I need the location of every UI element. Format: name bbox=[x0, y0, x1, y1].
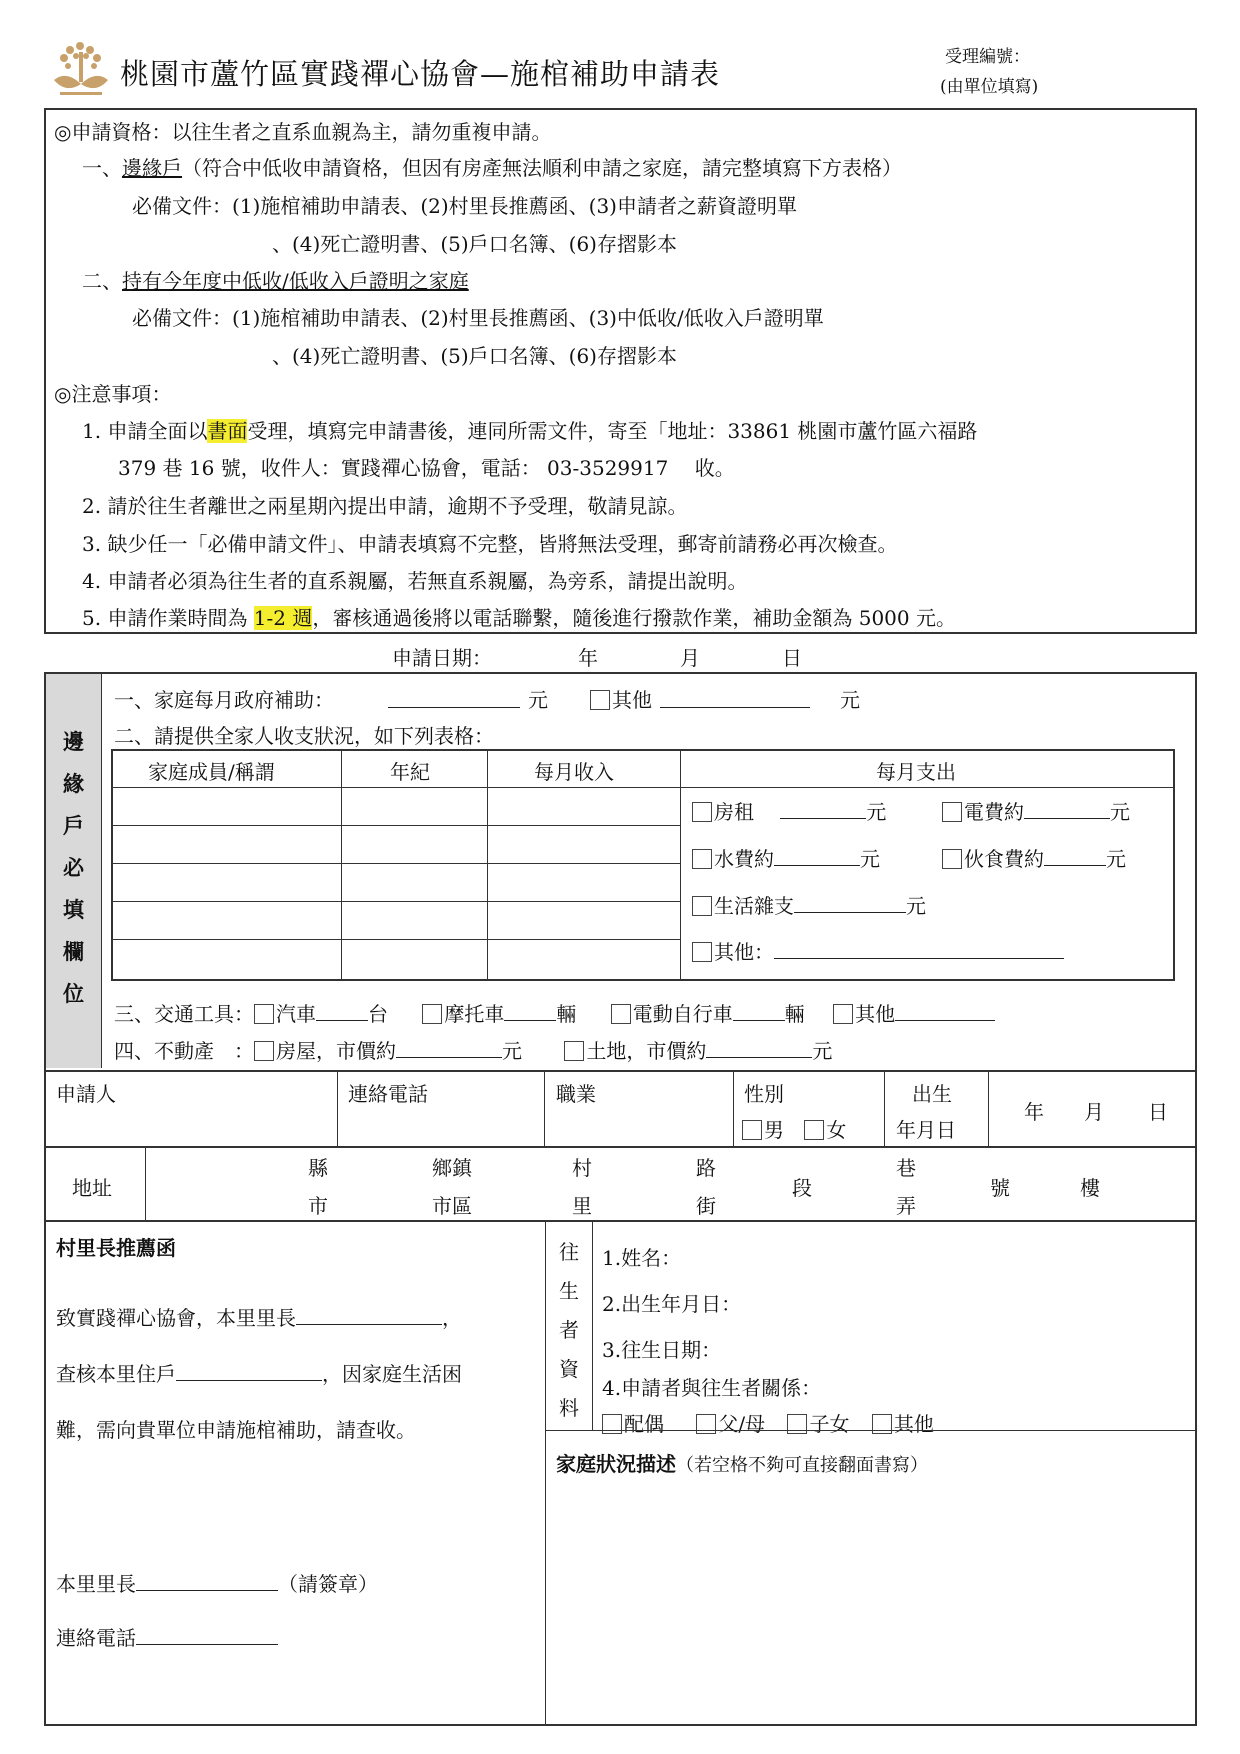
recommend-line-2-a: 查核本里住戶 bbox=[56, 1362, 176, 1386]
col-divider-3 bbox=[680, 749, 681, 981]
family-desc-note: （若空格不夠可直接翻面書寫） bbox=[676, 1455, 928, 1476]
type-2-docs-line-2: 、(4)死亡證明書、(5)戶口名簿、(6)存摺影本 bbox=[272, 344, 677, 368]
expense-other bbox=[692, 936, 1064, 965]
birth-year[interactable]: 年 bbox=[1024, 1100, 1044, 1124]
addr-number: 號 bbox=[990, 1176, 1010, 1200]
addr-road-1: 路 bbox=[696, 1156, 716, 1180]
electric-unit: 元 bbox=[1110, 800, 1130, 824]
col-header-age: 年紀 bbox=[390, 760, 430, 784]
expense-food bbox=[942, 843, 1126, 872]
chief-phone-input[interactable] bbox=[136, 1627, 278, 1645]
misc-unit: 元 bbox=[906, 894, 926, 918]
divider bbox=[545, 1220, 546, 1726]
address-label: 地址 bbox=[72, 1176, 112, 1200]
addr-lane-2: 弄 bbox=[896, 1194, 916, 1218]
type-1-desc: （符合中低收申請資格，但因有房產無法順利申請之家庭，請完整填寫下方表格） bbox=[182, 156, 902, 180]
female-checkbox[interactable] bbox=[804, 1120, 824, 1140]
side-label-char: 欄 bbox=[63, 939, 84, 964]
notes-heading: ◎注意事項： bbox=[54, 382, 172, 406]
addr-village-2: 里 bbox=[572, 1194, 592, 1218]
vehicle-other-input[interactable] bbox=[895, 1003, 995, 1021]
income-cell[interactable] bbox=[489, 827, 680, 862]
row-divider bbox=[111, 825, 681, 826]
member-cell[interactable] bbox=[113, 865, 341, 900]
village-chief-input[interactable] bbox=[296, 1307, 442, 1325]
other-expense-label: 其他： bbox=[714, 940, 774, 964]
member-cell[interactable] bbox=[113, 903, 341, 938]
q2-label: 二、請提供全家人收支狀況，如下列表格： bbox=[114, 724, 494, 748]
type-1-docs-line-1: 必備文件：(1)施棺補助申請表、(2)村里長推薦函、(3)申請者之薪資證明單 bbox=[132, 194, 797, 218]
q4-property bbox=[114, 1035, 832, 1064]
age-cell[interactable] bbox=[343, 941, 487, 976]
q1-other-unit: 元 bbox=[840, 688, 860, 712]
deceased-label-char: 料 bbox=[559, 1396, 579, 1420]
q1-other bbox=[590, 684, 652, 713]
sign-note: （請簽章） bbox=[278, 1572, 378, 1596]
type-1-title: 邊緣戶 bbox=[122, 156, 182, 180]
water-label: 水費約 bbox=[714, 847, 774, 871]
divider bbox=[592, 1220, 593, 1430]
car-checkbox[interactable] bbox=[254, 1004, 274, 1024]
side-label-char: 位 bbox=[63, 981, 84, 1006]
recommend-line-1-b: ， bbox=[442, 1306, 462, 1330]
eligibility-heading: ◎申請資格：以往生者之直系血親為主，請勿重複申請。 bbox=[54, 120, 552, 144]
land-label: 土地，市價約 bbox=[586, 1039, 707, 1063]
type-2-docs-line-1: 必備文件：(1)施棺補助申請表、(2)村里長推薦函、(3)中低收/低收入戶證明單 bbox=[132, 306, 824, 330]
relation-label: 4.申請者與往生者關係： bbox=[602, 1376, 822, 1400]
age-cell[interactable] bbox=[343, 789, 487, 824]
q1-other-label: 其他 bbox=[612, 688, 652, 712]
divider bbox=[44, 1220, 1197, 1222]
child-checkbox[interactable] bbox=[787, 1414, 807, 1434]
house-checkbox[interactable] bbox=[254, 1041, 274, 1061]
vehicle-other-label: 其他 bbox=[855, 1002, 896, 1026]
electric-input[interactable] bbox=[1024, 801, 1110, 819]
note-5-text-a: 5. 申請作業時間為 bbox=[82, 606, 254, 630]
income-cell[interactable] bbox=[489, 789, 680, 824]
apply-date-year[interactable]: 年 bbox=[578, 646, 598, 670]
house-label: 房屋，市價約 bbox=[276, 1039, 396, 1063]
gender-label: 性別 bbox=[744, 1082, 784, 1106]
other-expense-checkbox[interactable] bbox=[692, 942, 712, 962]
ebike-checkbox[interactable] bbox=[611, 1004, 631, 1024]
chief-signature-input[interactable] bbox=[136, 1573, 278, 1591]
deceased-death-date[interactable]: 3.往生日期： bbox=[602, 1338, 722, 1362]
water-unit: 元 bbox=[860, 847, 880, 871]
type-2-title: 持有今年度中低收/低收入戶證明之家庭 bbox=[122, 269, 469, 293]
electric-label: 電費約 bbox=[964, 800, 1024, 824]
car-label: 汽車 bbox=[276, 1002, 316, 1026]
house-unit: 元 bbox=[502, 1039, 522, 1063]
birth-label-1: 出生 bbox=[912, 1082, 952, 1106]
ebike-input[interactable] bbox=[733, 1003, 785, 1021]
rent-label: 房租 bbox=[714, 800, 754, 824]
q3-label: 三、交通工具： bbox=[114, 1002, 254, 1026]
addr-road-2: 街 bbox=[696, 1194, 716, 1218]
addr-town-2: 市區 bbox=[432, 1194, 472, 1218]
divider bbox=[988, 1070, 989, 1146]
addr-town-1: 鄉鎮 bbox=[432, 1156, 472, 1180]
expense-water bbox=[692, 843, 880, 872]
row-divider bbox=[111, 939, 681, 940]
q3-vehicles bbox=[114, 998, 995, 1027]
tree-logo-icon bbox=[52, 40, 110, 96]
divider bbox=[337, 1070, 338, 1146]
chief-phone-label: 連絡電話 bbox=[56, 1626, 136, 1650]
note-1 bbox=[82, 415, 977, 444]
rent-input[interactable] bbox=[780, 801, 866, 819]
birth-day[interactable]: 日 bbox=[1148, 1100, 1168, 1124]
applicant-phone-field[interactable] bbox=[342, 1104, 538, 1142]
spouse-label: 配偶 bbox=[624, 1412, 664, 1436]
relation-options bbox=[602, 1408, 1038, 1437]
logo bbox=[52, 40, 110, 96]
car-unit: 台 bbox=[368, 1002, 388, 1026]
ebike-label: 電動自行車 bbox=[632, 1002, 733, 1026]
case-number-label: 受理編號： bbox=[945, 47, 1030, 67]
applicant-job-label: 職業 bbox=[556, 1082, 596, 1106]
gov-subsidy-input[interactable] bbox=[388, 690, 520, 708]
male-label: 男 bbox=[764, 1118, 784, 1142]
relation-other-checkbox[interactable] bbox=[872, 1414, 892, 1434]
note-1-cont: 379 巷 16 號，收件人：實踐禪心協會，電話： 03-3529917 收。 bbox=[118, 456, 735, 480]
case-number-note: (由單位填寫) bbox=[940, 77, 1039, 97]
q4-label: 四、不動產 ： bbox=[114, 1039, 254, 1063]
note-3: 3. 缺少任一「必備申請文件」、申請表填寫不完整，皆將無法受理，郵寄前請務必再次檢查。 bbox=[82, 532, 898, 556]
address-field[interactable] bbox=[150, 1150, 1190, 1216]
expense-electric bbox=[942, 796, 1130, 825]
apply-date-month[interactable]: 月 bbox=[680, 646, 700, 670]
divider bbox=[884, 1070, 885, 1146]
apply-date-label: 申請日期： bbox=[392, 646, 492, 670]
applicant-name-field[interactable] bbox=[50, 1104, 332, 1142]
marginal-side-label bbox=[46, 674, 102, 1068]
parent-checkbox[interactable] bbox=[696, 1414, 716, 1434]
member-cell[interactable] bbox=[113, 827, 341, 862]
note-1-text-b: 受理，填寫完申請書後，連同所需文件，寄至「地址：33861 桃園市蘆竹區六福路 bbox=[247, 419, 978, 443]
water-checkbox[interactable] bbox=[692, 849, 712, 869]
divider bbox=[44, 1146, 1197, 1148]
other-subsidy-input[interactable] bbox=[660, 690, 810, 708]
col-header-expense: 每月支出 bbox=[876, 760, 956, 784]
addr-county-2: 市 bbox=[308, 1194, 328, 1218]
col-header-member: 家庭成員/稱謂 bbox=[148, 760, 275, 784]
divider bbox=[733, 1070, 734, 1146]
recommend-title: 村里長推薦函 bbox=[56, 1236, 176, 1260]
rent-checkbox[interactable] bbox=[692, 802, 712, 822]
q1-unit: 元 bbox=[528, 688, 548, 712]
deceased-label-char: 往 bbox=[559, 1240, 579, 1264]
recommend-phone bbox=[56, 1622, 278, 1651]
rent-unit: 元 bbox=[866, 800, 887, 824]
land-unit: 元 bbox=[812, 1039, 833, 1063]
side-label-char: 戶 bbox=[63, 813, 84, 838]
expense-rent bbox=[692, 796, 886, 825]
expense-misc bbox=[692, 890, 926, 919]
note-5-text-b: ，審核通過後將以電話聯繫，隨後進行撥款作業，補助金額為 5000 元。 bbox=[312, 606, 956, 630]
row-divider bbox=[111, 901, 681, 902]
deceased-label-char: 生 bbox=[559, 1279, 579, 1303]
addr-lane-1: 巷 bbox=[896, 1156, 916, 1180]
side-label-char: 必 bbox=[63, 855, 84, 880]
divider bbox=[44, 1070, 1197, 1072]
male-checkbox[interactable] bbox=[742, 1120, 762, 1140]
family-desc-textarea[interactable] bbox=[552, 1484, 1192, 1720]
female-label: 女 bbox=[826, 1118, 847, 1142]
ebike-unit: 輛 bbox=[784, 1002, 805, 1026]
food-input[interactable] bbox=[1044, 848, 1106, 866]
recommend-line-2 bbox=[56, 1358, 462, 1387]
misc-input[interactable] bbox=[794, 895, 906, 913]
house-value-input[interactable] bbox=[396, 1040, 502, 1058]
deceased-label-char: 者 bbox=[559, 1318, 579, 1342]
note-5 bbox=[82, 602, 956, 631]
note-5-highlight: 1-2 週 bbox=[253, 606, 313, 630]
member-cell[interactable] bbox=[113, 941, 341, 976]
birth-month[interactable]: 月 bbox=[1084, 1100, 1104, 1124]
food-unit: 元 bbox=[1106, 847, 1126, 871]
other-expense-input[interactable] bbox=[774, 941, 1064, 959]
moto-checkbox[interactable] bbox=[422, 1004, 442, 1024]
apply-date-day[interactable]: 日 bbox=[782, 646, 802, 670]
birth-label-2: 年月日 bbox=[896, 1118, 956, 1142]
recommend-line-2-b: ，因家庭生活困 bbox=[322, 1362, 462, 1386]
land-checkbox[interactable] bbox=[564, 1041, 584, 1061]
deceased-birth[interactable]: 2.出生年月日： bbox=[602, 1292, 742, 1316]
col-divider-1 bbox=[341, 749, 342, 981]
note-4: 4. 申請者必須為往生者的直系親屬，若無直系親屬，為旁系，請提出說明。 bbox=[82, 569, 748, 593]
col-divider-2 bbox=[487, 749, 488, 981]
family-desc-title: 家庭狀況描述 bbox=[556, 1452, 676, 1476]
recommend-line-1-a: 致實踐禪心協會，本里里長 bbox=[56, 1306, 296, 1330]
form-title: 桃園市蘆竹區實踐禪心協會—施棺補助申請表 bbox=[120, 57, 721, 91]
moto-input[interactable] bbox=[504, 1003, 556, 1021]
misc-checkbox[interactable] bbox=[692, 896, 712, 916]
addr-village-1: 村 bbox=[572, 1156, 592, 1180]
electric-checkbox[interactable] bbox=[942, 802, 962, 822]
water-input[interactable] bbox=[774, 848, 860, 866]
moto-label: 摩托車 bbox=[444, 1002, 505, 1026]
recommend-line-1 bbox=[56, 1302, 462, 1331]
divider bbox=[544, 1070, 545, 1146]
vehicle-other-checkbox[interactable] bbox=[833, 1004, 853, 1024]
row-divider bbox=[111, 863, 681, 864]
note-2: 2. 請於往生者離世之兩星期內提出申請，逾期不予受理，敬請見諒。 bbox=[82, 494, 688, 518]
note-1-highlight: 書面 bbox=[207, 419, 248, 443]
age-cell[interactable] bbox=[343, 865, 487, 900]
family-desc-heading bbox=[556, 1448, 928, 1477]
deceased-label-char: 資 bbox=[559, 1357, 579, 1381]
col-header-income: 每月收入 bbox=[534, 760, 614, 784]
q1-label: 一、家庭每月政府補助： bbox=[114, 688, 334, 712]
type-1-prefix: 一、 bbox=[82, 156, 122, 180]
land-value-input[interactable] bbox=[706, 1040, 812, 1058]
resident-input[interactable] bbox=[176, 1363, 322, 1381]
parent-label: 父/母 bbox=[718, 1412, 766, 1436]
applicant-name-label: 申請人 bbox=[56, 1082, 116, 1106]
addr-section: 段 bbox=[792, 1176, 812, 1200]
income-cell[interactable] bbox=[489, 941, 680, 976]
deceased-name[interactable]: 1.姓名： bbox=[602, 1246, 682, 1270]
income-cell[interactable] bbox=[489, 903, 680, 938]
misc-label: 生活雜支 bbox=[714, 894, 794, 918]
other-subsidy-checkbox[interactable] bbox=[590, 690, 610, 710]
recommend-line-3: 難，需向貴單位申請施棺補助，請查收。 bbox=[56, 1418, 416, 1442]
food-checkbox[interactable] bbox=[942, 849, 962, 869]
applicant-job-field[interactable] bbox=[550, 1104, 728, 1142]
note-1-text-a: 1. 申請全面以 bbox=[82, 419, 208, 443]
side-label-char: 緣 bbox=[63, 771, 84, 796]
eligibility-type-1 bbox=[82, 152, 902, 181]
age-cell[interactable] bbox=[343, 903, 487, 938]
header-divider bbox=[111, 787, 1175, 788]
type-1-docs-line-2: 、(4)死亡證明書、(5)戶口名簿、(6)存摺影本 bbox=[272, 232, 677, 256]
addr-floor: 樓 bbox=[1080, 1176, 1100, 1200]
gender-options bbox=[742, 1114, 846, 1143]
sign-label: 本里里長 bbox=[56, 1572, 136, 1596]
deceased-side-label bbox=[547, 1236, 591, 1421]
child-label: 子女 bbox=[809, 1412, 850, 1436]
recommend-sign bbox=[56, 1568, 378, 1597]
divider bbox=[545, 1430, 1197, 1431]
addr-county-1: 縣 bbox=[308, 1156, 328, 1180]
applicant-phone-label: 連絡電話 bbox=[348, 1082, 428, 1106]
income-cell[interactable] bbox=[489, 865, 680, 900]
spouse-checkbox[interactable] bbox=[602, 1414, 622, 1434]
food-label: 伙食費約 bbox=[964, 847, 1044, 871]
eligibility-type-2 bbox=[82, 265, 469, 294]
divider bbox=[145, 1146, 146, 1220]
relation-other-label: 其他 bbox=[893, 1412, 934, 1436]
age-cell[interactable] bbox=[343, 827, 487, 862]
side-label-char: 填 bbox=[63, 897, 84, 922]
member-cell[interactable] bbox=[113, 789, 341, 824]
car-input[interactable] bbox=[316, 1003, 368, 1021]
moto-unit: 輛 bbox=[556, 1002, 577, 1026]
side-label-char: 邊 bbox=[63, 729, 84, 754]
type-2-prefix: 二、 bbox=[82, 269, 122, 293]
relation-other-input[interactable] bbox=[950, 1413, 1038, 1431]
